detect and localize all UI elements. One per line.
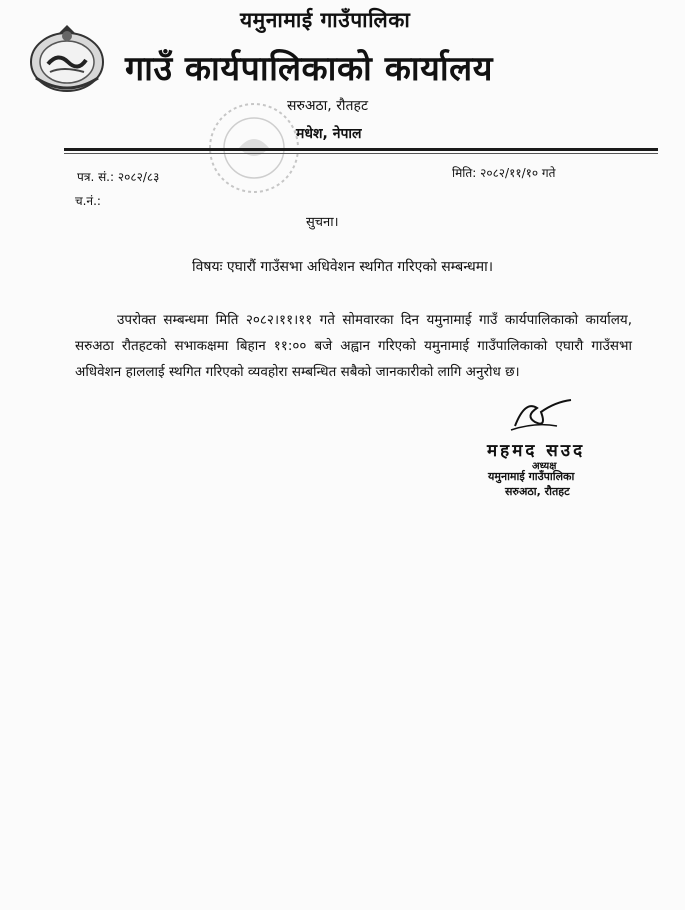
signatory-name: महमद सउद — [487, 441, 586, 461]
signature-mark — [505, 392, 575, 434]
body-paragraph: उपरोक्त सम्बन्धमा मिति २०८२।११।११ गते सोमवारका दिन यमुनामाई गाउँ कार्यपालिकाको कार्यालय, सरुअठा रौतहटको सभाकक्षमा बिहान ११:०० बजे अह्वान गरिएको यमुनामाई गाउँपालिकाको एघारौ गाउँसभा अधिवेशन हाललाई स्थगित गरिएको व्यवहोरा सम्बन्धित सबैको जानकारीको लागि अनुरोध छ। — [75, 312, 632, 380]
dispatch-number: च.नं.: — [75, 194, 101, 208]
letter-date: मिति: २०८२/११/१० गते — [452, 166, 556, 180]
header-divider-thin — [64, 153, 658, 154]
signatory-role: अध्यक्ष — [532, 461, 557, 472]
header-divider — [64, 148, 658, 151]
reference-number: पत्र. सं.: २०८२/८३ — [77, 170, 160, 184]
address-line-2: मधेश, नेपाल — [296, 126, 362, 142]
notice-heading: सुचना। — [306, 215, 339, 230]
signatory-organization: यमुनामाई गाउँपालिका — [488, 470, 575, 483]
municipality-name: यमुनामाई गाउँपालिका — [240, 8, 411, 32]
address-line-1: सरुअठा, रौतहट — [287, 98, 369, 114]
nepal-emblem-icon — [28, 22, 106, 94]
office-title: गाउँ कार्यपालिकाको कार्यालय — [125, 49, 493, 89]
letter-body — [75, 307, 632, 385]
subject-line: विषयः एघारौं गाउँसभा अधिवेशन स्थगित गरिएको सम्बन्धमा। — [191, 259, 494, 275]
signatory-address: सरुअठा, रौतहट — [505, 485, 570, 498]
